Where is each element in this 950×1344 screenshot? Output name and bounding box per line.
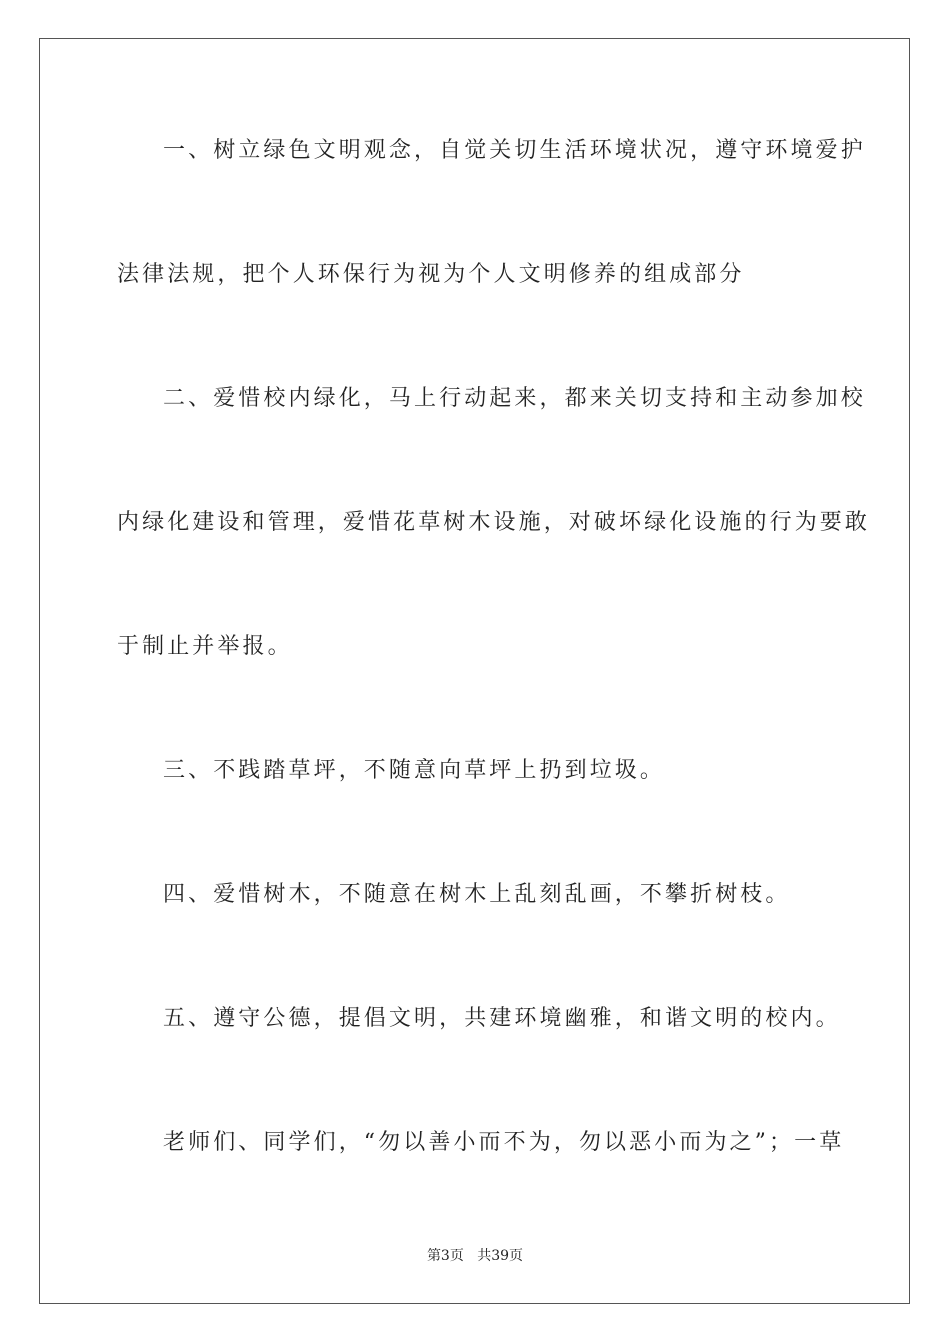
paragraph-4-line-1: 四、爱惜树木，不随意在树木上乱刻乱画，不攀折树枝。 <box>163 882 791 907</box>
paragraph-1-line-1: 一、树立绿色文明观念，自觉关切生活环境状况，遵守环境爱护 <box>163 138 866 163</box>
paragraph-1-line-2: 法律法规，把个人环保行为视为个人文明修养的组成部分 <box>117 262 745 287</box>
paragraph-2-line-3: 于制止并举报。 <box>117 634 293 659</box>
page-footer <box>0 1246 950 1266</box>
page-number: 第3页 <box>426 1248 464 1264</box>
paragraph-2-line-1: 二、爱惜校内绿化，马上行动起来，都来关切支持和主动参加校 <box>163 386 866 411</box>
paragraph-2-line-2: 内绿化建设和管理，爱惜花草树木设施，对破坏绿化设施的行为要敢 <box>117 510 871 535</box>
paragraph-6-line-1: 老师们、同学们，“勿以善小而不为，勿以恶小而为之”；一草 <box>163 1130 845 1155</box>
page-total: 共39页 <box>477 1248 524 1264</box>
paragraph-5-line-1: 五、遵守公德，提倡文明，共建环境幽雅，和谐文明的校内。 <box>163 1006 841 1031</box>
paragraph-3-line-1: 三、不践踏草坪，不随意向草坪上扔到垃圾。 <box>163 758 666 783</box>
page-frame <box>39 38 910 1304</box>
